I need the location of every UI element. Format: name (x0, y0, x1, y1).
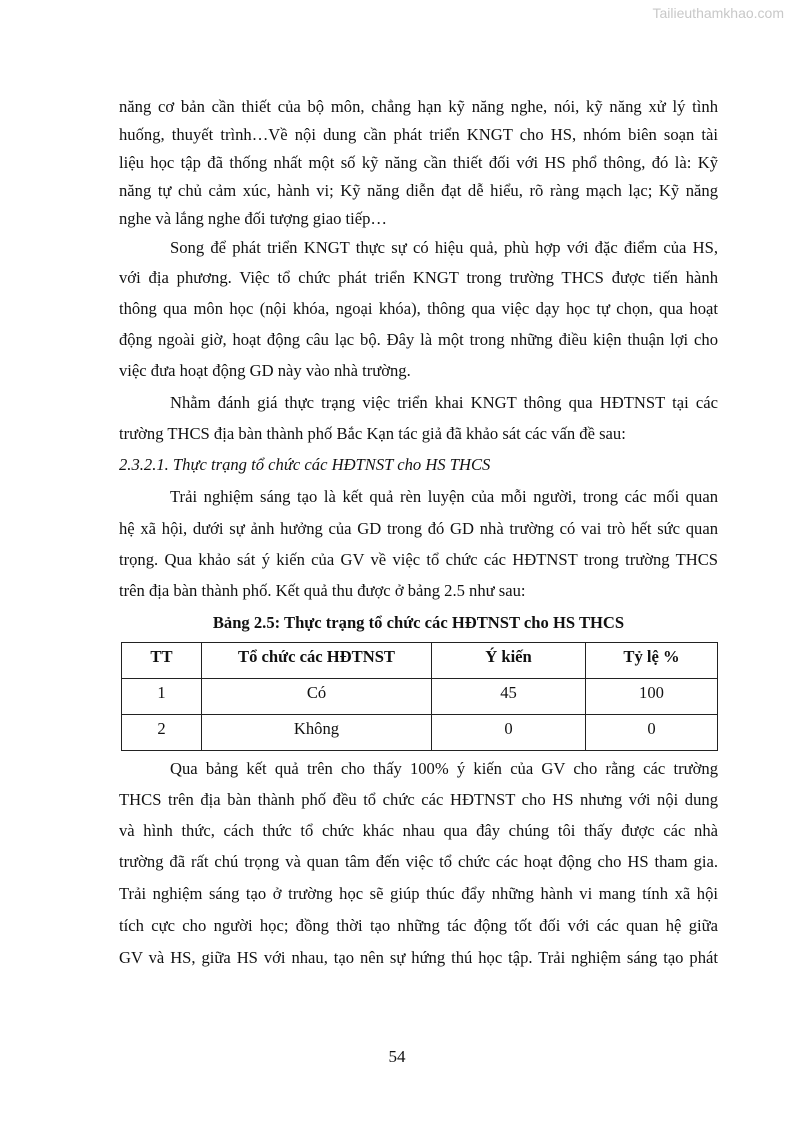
text-line: Nhằm đánh giá thực trạng việc triển khai KNGT thông qua HĐTNST tại các (170, 393, 718, 412)
text-line: Qua bảng kết quả trên cho thấy 100% ý kiến của GV cho rằng các trường (170, 759, 718, 778)
header-cell: Ý kiến (432, 643, 586, 679)
text-line: trường THCS địa bàn thành phố Bắc Kạn tác giả đã khảo sát các vấn đề sau: (119, 424, 626, 443)
table-cell: 45 (432, 679, 586, 715)
text-line: Trải nghiệm sáng tạo ở trường học sẽ giúp thúc đẩy những hành vi mang tính xã hội (119, 884, 718, 903)
table-cell: 2 (122, 715, 202, 751)
table-cell: 100 (586, 679, 718, 715)
table-row (122, 715, 718, 751)
text-line: thông qua môn học (nội khóa, ngoại khóa), thông qua việc dạy học tự chọn, qua hoạt (119, 299, 718, 318)
table-cell: Có (202, 679, 432, 715)
text-line: trường đã rất chú trọng và quan tâm đến việc tổ chức các hoạt động cho HS tham gia. (119, 852, 718, 871)
page-number: 54 (388, 1047, 406, 1066)
table-header-row (122, 643, 718, 679)
text-line: trên địa bàn thành phố. Kết quả thu được ở bảng 2.5 như sau: (119, 581, 526, 600)
header-cell: Tổ chức các HĐTNST (202, 643, 432, 679)
table-cell: Không (202, 715, 432, 751)
survey-table (121, 642, 718, 751)
text-line: việc đưa hoạt động GD này vào nhà trường. (119, 361, 411, 380)
text-line: Trải nghiệm sáng tạo là kết quả rèn luyện của mỗi người, trong các mối quan (170, 487, 718, 506)
table-cell: 0 (432, 715, 586, 751)
text-line: năng cơ bản cần thiết của bộ môn, chẳng hạn kỹ năng nghe, nói, kỹ năng xử lý tình (119, 97, 718, 116)
section-heading: 2.3.2.1. Thực trạng tổ chức các HĐTNST cho HS THCS (119, 455, 491, 474)
text-line: trọng. Qua khảo sát ý kiến của GV về việc tổ chức các HĐTNST trong trường THCS (119, 550, 718, 569)
header-cell: Tỷ lệ % (586, 643, 718, 679)
text-line: năng tự chủ cảm xúc, hành vi; Kỹ năng diễn đạt dễ hiểu, rõ ràng mạch lạc; Kỹ năng (119, 181, 718, 200)
watermark: Tailieuthamkhao.com (652, 5, 784, 21)
text-line: THCS trên địa bàn thành phố đều tổ chức các HĐTNST cho HS nhưng với nội dung (119, 790, 718, 809)
text-line: liệu học tập đã thống nhất một số kỹ năng cần thiết đối với HS phổ thông, đó là: Kỹ (119, 153, 718, 172)
text-line: động ngoài giờ, hoạt động câu lạc bộ. Đây là một trong những điều kiện thuận lợi cho (119, 330, 718, 349)
text-line: với địa phương. Việc tổ chức phát triển KNGT trong trường THCS được tiến hành (119, 268, 718, 287)
text-line: hệ xã hội, dưới sự ảnh hưởng của GD trong đó GD nhà trường có vai trò hết sức quan (119, 519, 718, 538)
table-caption: Bảng 2.5: Thực trạng tổ chức các HĐTNST cho HS THCS (212, 613, 625, 632)
table-cell: 1 (122, 679, 202, 715)
text-line: và hình thức, cách thức tổ chức khác nhau qua đây chúng tôi thấy được các nhà (119, 821, 718, 840)
table-row (122, 679, 718, 715)
header-cell: TT (122, 643, 202, 679)
text-line: huống, thuyết trình…Về nội dung cần phát triển KNGT cho HS, nhóm biên soạn tài (119, 125, 718, 144)
text-line: Song để phát triển KNGT thực sự có hiệu quả, phù hợp với đặc điểm của HS, (170, 238, 718, 257)
text-line: tích cực cho người học; đồng thời tạo những tác động tốt đối với các quan hệ giữa (119, 916, 718, 935)
text-line: GV và HS, giữa HS với nhau, tạo nên sự hứng thú học tập. Trải nghiệm sáng tạo phát (119, 948, 718, 967)
text-line: nghe và lắng nghe đối tượng giao tiếp… (119, 209, 388, 228)
table-cell: 0 (586, 715, 718, 751)
